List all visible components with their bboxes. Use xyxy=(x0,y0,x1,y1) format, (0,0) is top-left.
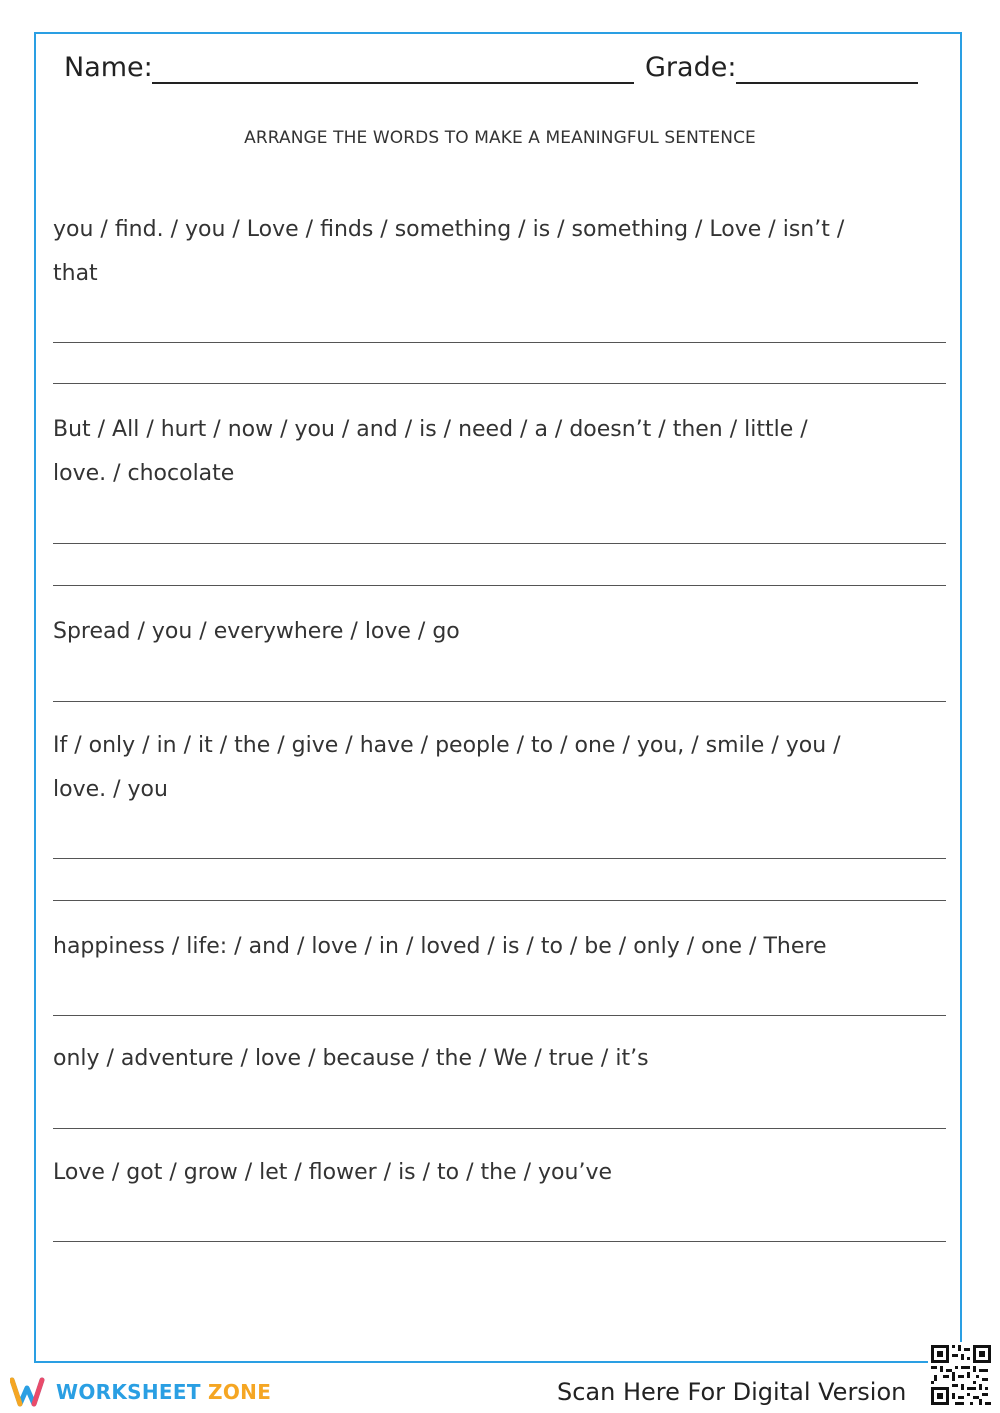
question-2-line-2: love. / chocolate xyxy=(53,461,235,486)
question-4-line-1: If / only / in / it / the / give / have / people / to / one / you, / smile / you / xyxy=(53,733,841,758)
question-1-line-1: you / find. / you / Love / finds / something / is / something / Love / isn’t / xyxy=(53,217,845,242)
name-label: Name: xyxy=(64,52,153,83)
answer-line-4a[interactable] xyxy=(53,858,946,859)
question-2 xyxy=(53,408,933,496)
answer-line-1a[interactable] xyxy=(53,342,946,343)
qr-code-icon[interactable] xyxy=(928,1342,994,1408)
brand-name-part-1: WORKSHEET xyxy=(56,1380,201,1404)
instruction-title: ARRANGE THE WORDS TO MAKE A MEANINGFUL SENTENCE xyxy=(244,128,756,148)
question-2-line-1: But / All / hurt / now / you / and / is / need / a / doesn’t / then / little / xyxy=(53,417,808,442)
brand-name-part-2: ZONE xyxy=(208,1380,272,1404)
answer-line-5a[interactable] xyxy=(53,1015,946,1016)
question-1-line-2: that xyxy=(53,261,98,286)
answer-line-3a[interactable] xyxy=(53,701,946,702)
question-7-line-1: Love / got / grow / let / flower / is / to / the / you’ve xyxy=(53,1160,613,1185)
question-4-line-2: love. / you xyxy=(53,777,168,802)
question-6 xyxy=(53,1037,933,1081)
answer-line-1b[interactable] xyxy=(53,383,946,384)
question-7 xyxy=(53,1151,933,1195)
question-4 xyxy=(53,724,933,812)
grade-field-line[interactable] xyxy=(736,82,918,84)
answer-line-4b[interactable] xyxy=(53,900,946,901)
grade-label: Grade: xyxy=(645,52,737,83)
question-5 xyxy=(53,925,933,969)
scan-instruction: Scan Here For Digital Version xyxy=(557,1378,907,1406)
question-1 xyxy=(53,208,933,296)
header xyxy=(64,52,944,92)
name-field-line[interactable] xyxy=(152,82,634,84)
answer-line-7a[interactable] xyxy=(53,1241,946,1242)
brand-name xyxy=(56,1380,271,1404)
question-5-line-1: happiness / life: / and / love / in / loved / is / to / be / only / one / There xyxy=(53,934,827,959)
answer-line-2b[interactable] xyxy=(53,585,946,586)
brand-logo[interactable] xyxy=(10,1374,271,1410)
answer-line-6a[interactable] xyxy=(53,1128,946,1129)
worksheet-zone-logo-icon xyxy=(10,1376,50,1408)
question-3 xyxy=(53,610,933,654)
answer-line-2a[interactable] xyxy=(53,543,946,544)
question-6-line-1: only / adventure / love / because / the / We / true / it’s xyxy=(53,1046,649,1071)
question-3-line-1: Spread / you / everywhere / love / go xyxy=(53,619,460,644)
